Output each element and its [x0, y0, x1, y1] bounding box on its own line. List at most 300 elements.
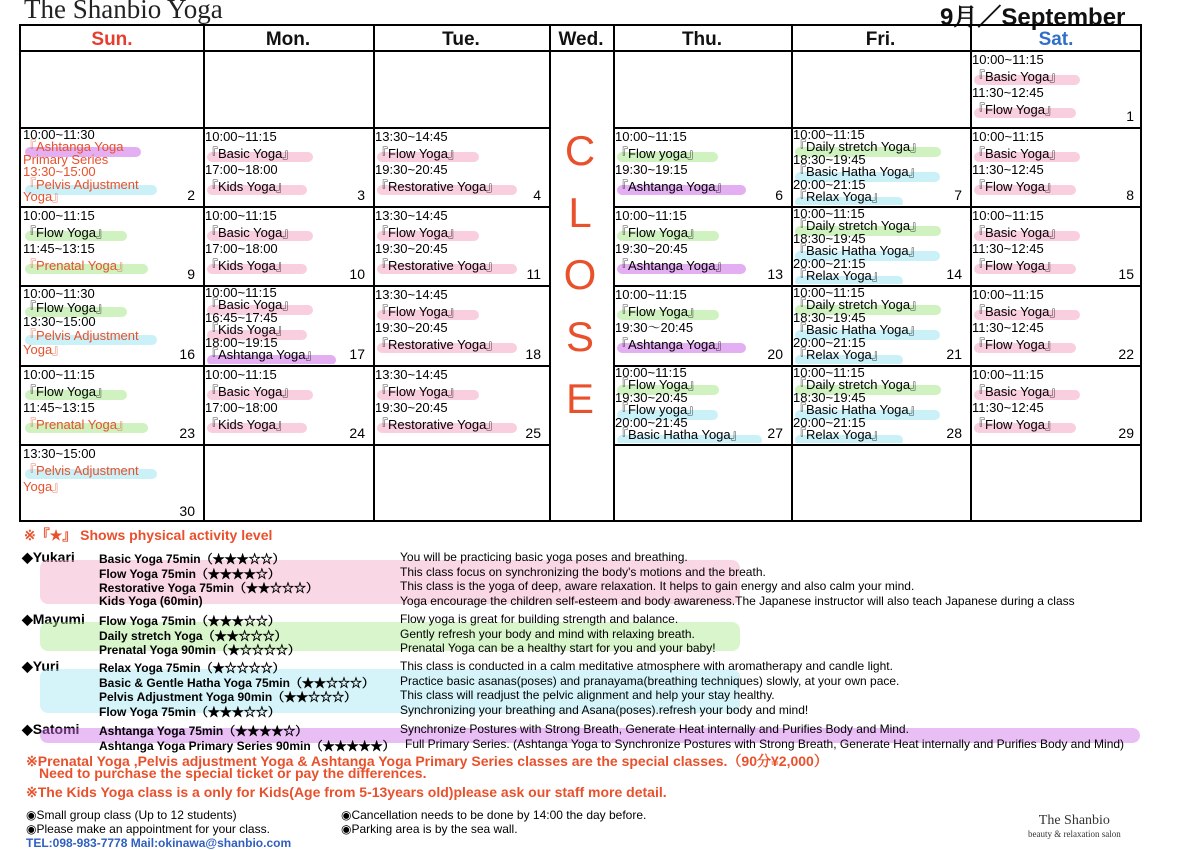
class-title: Basic & Gentle Hatha Yoga 75min（★★☆☆☆） [99, 675, 374, 690]
class-label: 『Relax Yoga』 [793, 270, 885, 282]
class-name [615, 179, 789, 196]
class-name [972, 179, 1140, 196]
special-ticket-note: Need to purchase the special ticket or pay the differences. [39, 765, 427, 781]
time-label: 18:30~19:45 [793, 230, 866, 246]
class-label: 『Basic Hatha Yoga』 [793, 324, 922, 336]
grid-line [613, 444, 1142, 446]
class-name [972, 258, 1140, 275]
class-title: Flow Yoga 75min（★★★☆☆） [99, 704, 280, 719]
time-label: 10:00~11:15 [793, 208, 865, 221]
class-label: 『Basic Hatha Yoga』 [793, 166, 922, 178]
day-header-sun: Sun. [91, 29, 133, 50]
highlight-stroke [377, 310, 479, 320]
class-description: Practice basic asanas(poses) and pranayama(breathing techniques) slowly, at your own pace. [400, 673, 900, 688]
highlight-stroke [974, 310, 1080, 320]
day-cell [615, 208, 789, 284]
class-name [375, 258, 547, 275]
class-name [205, 179, 371, 196]
day-number: 21 [946, 346, 962, 362]
class-title: Relax Yoga 75min（★☆☆☆☆） [99, 661, 285, 675]
class-name [375, 146, 547, 163]
class-label: 『Flow Yoga』 [615, 225, 701, 242]
brand-name: The Shanbio [1038, 813, 1110, 828]
day-cell [205, 367, 371, 443]
day-cell [23, 367, 201, 443]
highlight-stroke [207, 355, 336, 364]
day-number: 23 [179, 425, 195, 441]
instructor-name: ◆Yukari [22, 549, 75, 565]
highlight-stroke [25, 423, 148, 433]
day-cell [375, 287, 547, 364]
class-label: 『Flow Yoga』 [23, 384, 109, 401]
class-name [972, 417, 1140, 434]
close-letter: S [565, 313, 594, 360]
highlight-stroke [25, 264, 148, 274]
highlight-stroke [207, 231, 313, 241]
time-label: 10:00~11:30 [23, 287, 95, 301]
class-label: 『Kids Yoga』 [205, 324, 289, 336]
day-cell [615, 367, 789, 443]
class-time [205, 162, 371, 179]
class-name [615, 304, 789, 321]
class-time [615, 241, 789, 258]
class-label: 『Pelvis Adjustment [23, 463, 139, 480]
class-time [615, 162, 789, 179]
class-time [972, 287, 1140, 304]
day-number: 8 [1126, 187, 1134, 203]
class-label: 『Flow Yoga』 [615, 304, 701, 321]
day-number: 4 [533, 187, 541, 203]
class-time [23, 287, 201, 301]
class-title: Ashtanga Yoga 75min（★★★★☆） [99, 724, 308, 738]
class-time [375, 287, 547, 304]
class-label: 『Ashtanga Yoga』 [205, 349, 318, 361]
time-label: 11:30~12:45 [972, 241, 1044, 256]
class-name [205, 225, 371, 242]
day-number: 10 [349, 266, 365, 282]
class-time [375, 129, 547, 146]
day-cell [375, 367, 547, 443]
class-label: 『Daily stretch Yoga』 [793, 220, 923, 232]
time-label: 10:00~11:15 [23, 208, 95, 223]
close-label [548, 120, 612, 430]
class-time [615, 129, 789, 146]
class-time [205, 367, 371, 384]
day-header-fri: Fri. [865, 29, 896, 50]
class-label: 『Daily stretch Yoga』 [793, 379, 923, 391]
day-number: 18 [525, 346, 541, 362]
day-cell [23, 287, 201, 364]
time-label: 10:00~11:15 [972, 287, 1044, 302]
day-cell [972, 367, 1140, 443]
day-cell [23, 129, 201, 205]
class-label: 『Restorative Yoga』 [375, 417, 499, 434]
time-label: 10:00~11:15 [972, 367, 1044, 382]
day-cell [23, 446, 201, 521]
time-label: 13:30~14:45 [375, 287, 448, 302]
time-label: Yoga』 [23, 479, 66, 494]
time-label: 10:00~11:30 [23, 129, 95, 142]
day-number: 29 [1118, 425, 1134, 441]
class-description: Prenatal Yoga can be a healthy start for you and your baby! [400, 641, 716, 655]
class-time [972, 208, 1140, 225]
time-label: 11:45~13:15 [23, 241, 95, 256]
parking-note: ◉Parking area is by the sea wall. [341, 822, 518, 836]
class-name [375, 304, 547, 321]
highlight-stroke [377, 231, 479, 241]
highlight-stroke [617, 185, 746, 195]
highlight-stroke [25, 231, 127, 241]
highlight-stroke [795, 435, 903, 443]
class-time [375, 400, 547, 417]
highlight-stroke [974, 231, 1080, 241]
class-time [23, 191, 201, 203]
day-cell [972, 208, 1140, 284]
class-label: 『Flow Yoga』 [375, 304, 461, 321]
class-name [205, 146, 371, 163]
time-label: 19:30~20:45 [375, 241, 448, 256]
time-label: 13:30~15:00 [23, 446, 96, 461]
class-label: 『Flow Yoga』 [972, 337, 1058, 354]
highlight-stroke [617, 343, 746, 353]
day-cell [615, 287, 789, 364]
class-name [615, 258, 789, 275]
highlight-stroke [974, 75, 1080, 85]
class-label: 『Flow Yoga』 [375, 225, 461, 242]
highlight-stroke [207, 423, 307, 433]
time-label: 19:30~20:45 [375, 400, 448, 415]
class-time [23, 241, 201, 258]
class-time [205, 400, 371, 417]
class-label: 『Ashtanga Yoga』 [615, 258, 728, 275]
class-time [972, 52, 1140, 69]
time-label: 19:30～20:45 [615, 320, 694, 335]
time-label: 17:00~18:00 [205, 241, 278, 256]
day-cell [615, 129, 789, 205]
day-cell [375, 129, 547, 205]
class-time [375, 162, 547, 179]
day-number: 20 [767, 346, 783, 362]
day-cell [793, 208, 968, 284]
class-name [205, 346, 371, 363]
class-time [972, 129, 1140, 146]
day-cell [205, 287, 371, 364]
class-name [23, 417, 201, 434]
time-label: 10:00~11:15 [205, 208, 277, 223]
day-cell [793, 367, 968, 443]
day-number: 11 [526, 266, 541, 282]
class-label: 『Basic Hatha Yoga』 [793, 245, 922, 257]
group-size-note: ◉Small group class (Up to 12 students) [26, 808, 237, 822]
day-number: 25 [525, 425, 541, 441]
highlight-stroke [974, 152, 1080, 162]
day-cell [375, 208, 547, 284]
class-title: Basic Yoga 75min（★★★☆☆） [99, 552, 285, 566]
class-name [205, 417, 371, 434]
time-label: 10:00~11:15 [972, 52, 1044, 67]
class-name [375, 337, 547, 354]
day-number: 22 [1118, 346, 1134, 362]
class-time [972, 162, 1140, 179]
class-time [615, 320, 789, 337]
day-number: 2 [187, 187, 195, 203]
class-name [23, 463, 201, 480]
class-label: 『Restorative Yoga』 [375, 179, 499, 196]
class-time [205, 208, 371, 225]
class-name [23, 384, 201, 401]
class-name [972, 102, 1140, 119]
class-label: 『Basic Yoga』 [972, 69, 1062, 86]
time-label: 10:00~11:15 [205, 129, 277, 144]
class-label: 『Restorative Yoga』 [375, 258, 499, 275]
class-time [23, 208, 201, 225]
highlight-stroke [617, 231, 719, 241]
class-name [615, 429, 789, 441]
highlight-stroke [795, 276, 903, 284]
kids-class-note: ※The Kids Yoga class is a only for Kids(Age from 5-13years old)please ask our staff more detail. [26, 784, 667, 800]
class-name [615, 146, 789, 163]
time-label: 10:00~11:15 [972, 208, 1044, 223]
cancellation-note: ◉Cancellation needs to be done by 14:00 the day before. [341, 808, 647, 822]
time-label: 19:30~20:45 [615, 241, 688, 256]
highlight-stroke [974, 108, 1076, 118]
class-name [615, 225, 789, 242]
highlight-stroke [207, 390, 313, 400]
time-label: 13:30~15:00 [23, 314, 96, 329]
time-label: 13:30~15:00 [23, 164, 96, 180]
class-label: 『Flow Yoga』 [972, 179, 1058, 196]
class-title: Prenatal Yoga 90min（★☆☆☆☆） [99, 643, 300, 657]
day-number: 14 [946, 266, 962, 282]
class-time [615, 287, 789, 304]
class-label: 『Restorative Yoga』 [375, 337, 499, 354]
class-time [205, 129, 371, 146]
highlight-stroke [974, 390, 1080, 400]
legend-title: ※『★』 Shows physical activity level [24, 527, 273, 543]
time-label: 10:00~11:15 [205, 367, 277, 382]
day-cell [972, 287, 1140, 364]
class-description: Flow yoga is great for building strength and balance. [400, 612, 679, 626]
class-label: 『Basic Yoga』 [972, 384, 1062, 401]
highlight-stroke [617, 264, 746, 274]
class-name [205, 258, 371, 275]
class-label: 『Flow Yoga』 [615, 379, 701, 391]
day-number: 27 [767, 425, 783, 441]
class-label: 『Pelvis Adjustment [23, 179, 139, 191]
class-time [615, 208, 789, 225]
day-number: 30 [179, 503, 195, 519]
time-label: 18:30~19:45 [793, 151, 866, 167]
close-letter: C [564, 127, 596, 174]
day-number: 28 [946, 425, 962, 441]
time-label: 19:30~20:45 [375, 320, 448, 335]
highlight-stroke [377, 390, 479, 400]
class-label: 『Basic Yoga』 [205, 146, 295, 163]
class-time [375, 367, 547, 384]
day-cell [972, 129, 1140, 205]
day-number: 9 [187, 266, 195, 282]
class-title: Ashtanga Yoga Primary Series 90min（★★★★★） [99, 738, 395, 753]
class-time [23, 343, 201, 357]
highlight-stroke [207, 185, 307, 195]
class-label: 『Ashtanga Yoga』 [615, 179, 728, 196]
day-cell [793, 287, 968, 364]
time-label: 10:00~11:15 [793, 367, 865, 380]
class-description: This class focus on synchronizing the body's motions and the breath. [400, 564, 766, 579]
time-label: 18:00~19:15 [205, 334, 278, 350]
appointment-note: ◉Please make an appointment for your class. [26, 822, 270, 836]
class-time [23, 367, 201, 384]
class-name [972, 304, 1140, 321]
class-label: 『Flow yoga』 [615, 146, 700, 163]
class-description: This class will readjust the pelvic alignment and help your stay healthy. [400, 688, 775, 702]
class-label: 『Kids Yoga』 [205, 417, 289, 434]
day-number: 3 [357, 187, 365, 203]
time-label: 19:30~19:15 [615, 162, 688, 177]
class-name [972, 225, 1140, 242]
class-name [375, 179, 547, 196]
time-label: 17:00~18:00 [205, 162, 278, 177]
class-label: 『Basic Yoga』 [205, 384, 295, 401]
time-label: 20:00~21:15 [793, 255, 866, 271]
month-title: 9月／September [940, 4, 1126, 31]
time-label: 20:00~21:45 [615, 414, 688, 430]
highlight-stroke [795, 197, 903, 205]
class-label: 『Basic Yoga』 [205, 225, 295, 242]
time-label: 10:00~11:15 [615, 208, 687, 223]
time-label: 13:30~14:45 [375, 129, 448, 144]
class-label: 『Flow Yoga』 [23, 225, 109, 242]
time-label: 11:45~13:15 [23, 400, 95, 415]
class-label: 『Flow yoga』 [615, 404, 700, 416]
class-time [23, 315, 201, 329]
day-number: 17 [349, 346, 365, 362]
day-number: 24 [349, 425, 365, 441]
highlight-stroke [377, 343, 517, 353]
brand-logo [1028, 813, 1121, 839]
time-label: 13:30~14:45 [375, 208, 448, 223]
special-classes-note: ※Prenatal Yoga ,Pelvis adjustment Yoga & Ashtanga Yoga Primary Series classes are the special classes.（90分¥2,000） [26, 753, 828, 769]
day-header-mon: Mon. [265, 29, 311, 50]
time-label: 10:00~11:15 [615, 129, 687, 144]
class-name [23, 301, 201, 315]
class-name [615, 337, 789, 354]
class-label: 『Flow Yoga』 [972, 258, 1058, 275]
contact-info: TEL:098-983-7778 Mail:okinawa@shanbio.com [26, 836, 292, 850]
class-label: 『Basic Yoga』 [972, 225, 1062, 242]
day-number: 1 [1126, 108, 1134, 124]
class-name [23, 258, 201, 275]
day-header-thu: Thu. [681, 29, 723, 50]
time-label: 10:00~11:15 [23, 367, 95, 382]
class-time [972, 367, 1140, 384]
highlight-stroke [207, 264, 307, 274]
class-title: Restorative Yoga 75min（★★☆☆☆） [99, 581, 318, 595]
highlight-stroke [377, 185, 517, 195]
class-label: 『Daily stretch Yoga』 [793, 141, 923, 153]
class-description: Gently refresh your body and mind with relaxing breath. [400, 626, 695, 641]
highlight-stroke [974, 423, 1076, 433]
class-description: Yoga encourage the children self-esteem and body awareness.The Japanese instructor will also teach Japanese during a class [400, 593, 1075, 608]
day-header-wed: Wed. [558, 29, 604, 50]
class-title: Daily stretch Yoga（★★☆☆☆） [99, 628, 287, 643]
time-label: 10:00~11:15 [615, 287, 687, 302]
class-name [972, 337, 1140, 354]
class-name [793, 191, 968, 203]
class-title: Kids Yoga (60min) [99, 593, 203, 608]
day-number: 16 [179, 346, 195, 362]
time-label: 10:00~11:15 [615, 367, 687, 380]
class-label: 『Relax Yoga』 [793, 429, 885, 441]
class-description: Synchronize Postures with Strong Breath, Generate Heat internally and Purifies Body and Mind. [400, 722, 909, 736]
class-name [23, 329, 201, 343]
close-letter: E [565, 375, 594, 422]
class-time [375, 320, 547, 337]
instructor-name: ◆Mayumi [22, 611, 85, 627]
day-cell [23, 208, 201, 284]
time-label: 11:30~12:45 [972, 320, 1044, 335]
day-cell [972, 52, 1140, 126]
time-label: 10:00~11:15 [205, 287, 277, 300]
class-name [793, 270, 968, 282]
class-name [972, 384, 1140, 401]
class-name [972, 69, 1140, 86]
class-time [205, 241, 371, 258]
day-cell [205, 208, 371, 284]
class-label: 『Prenatal Yoga』 [23, 417, 130, 434]
time-label: 13:30~14:45 [375, 367, 448, 382]
class-label: 『Kids Yoga』 [205, 179, 289, 196]
class-title: Flow Yoga 75min（★★★☆☆） [99, 614, 280, 628]
time-label: 10:00~11:15 [793, 287, 865, 300]
class-label: 『Ashtanga Yoga』 [615, 337, 728, 354]
day-number: 6 [775, 187, 783, 203]
day-header-tue: Tue. [442, 29, 480, 50]
highlight-stroke [25, 390, 127, 400]
highlight-stroke [617, 310, 719, 320]
class-name [375, 225, 547, 242]
day-header-sat: Sat. [1038, 29, 1074, 50]
class-label: 『Relax Yoga』 [793, 191, 885, 203]
highlight-stroke [617, 152, 718, 162]
class-label: 『Daily stretch Yoga』 [793, 299, 923, 311]
day-number: 15 [1118, 266, 1134, 282]
class-label: 『Prenatal Yoga』 [23, 258, 130, 275]
highlight-stroke [25, 469, 157, 479]
highlight-stroke [377, 152, 479, 162]
time-label: 20:00~21:15 [793, 414, 866, 430]
page-title: The Shanbio Yoga [24, 0, 223, 24]
day-cell [205, 129, 371, 205]
day-cell [793, 129, 968, 205]
time-label: 20:00~21:15 [793, 176, 866, 192]
class-label: 『Flow Yoga』 [972, 417, 1058, 434]
class-label: 『Basic Yoga』 [972, 146, 1062, 163]
highlight-stroke [207, 152, 313, 162]
class-time [23, 479, 201, 496]
time-label: 17:00~18:00 [205, 400, 278, 415]
time-label: 11:30~12:45 [972, 85, 1044, 100]
class-label: 『Ashtanga Yoga [23, 141, 123, 153]
time-label: 11:30~12:45 [972, 162, 1044, 177]
time-label: Yoga』 [23, 189, 66, 205]
class-label: 『Relax Yoga』 [793, 349, 885, 361]
time-label: 19:30~20:45 [615, 389, 688, 405]
class-description: You will be practicing basic yoga poses and breathing. [400, 550, 688, 564]
instructor-name: ◆Yuri [22, 658, 60, 674]
class-description: This class is the yoga of deep, aware relaxation. It helps to gain energy and also calm your mind. [400, 579, 915, 593]
class-name [793, 346, 968, 363]
